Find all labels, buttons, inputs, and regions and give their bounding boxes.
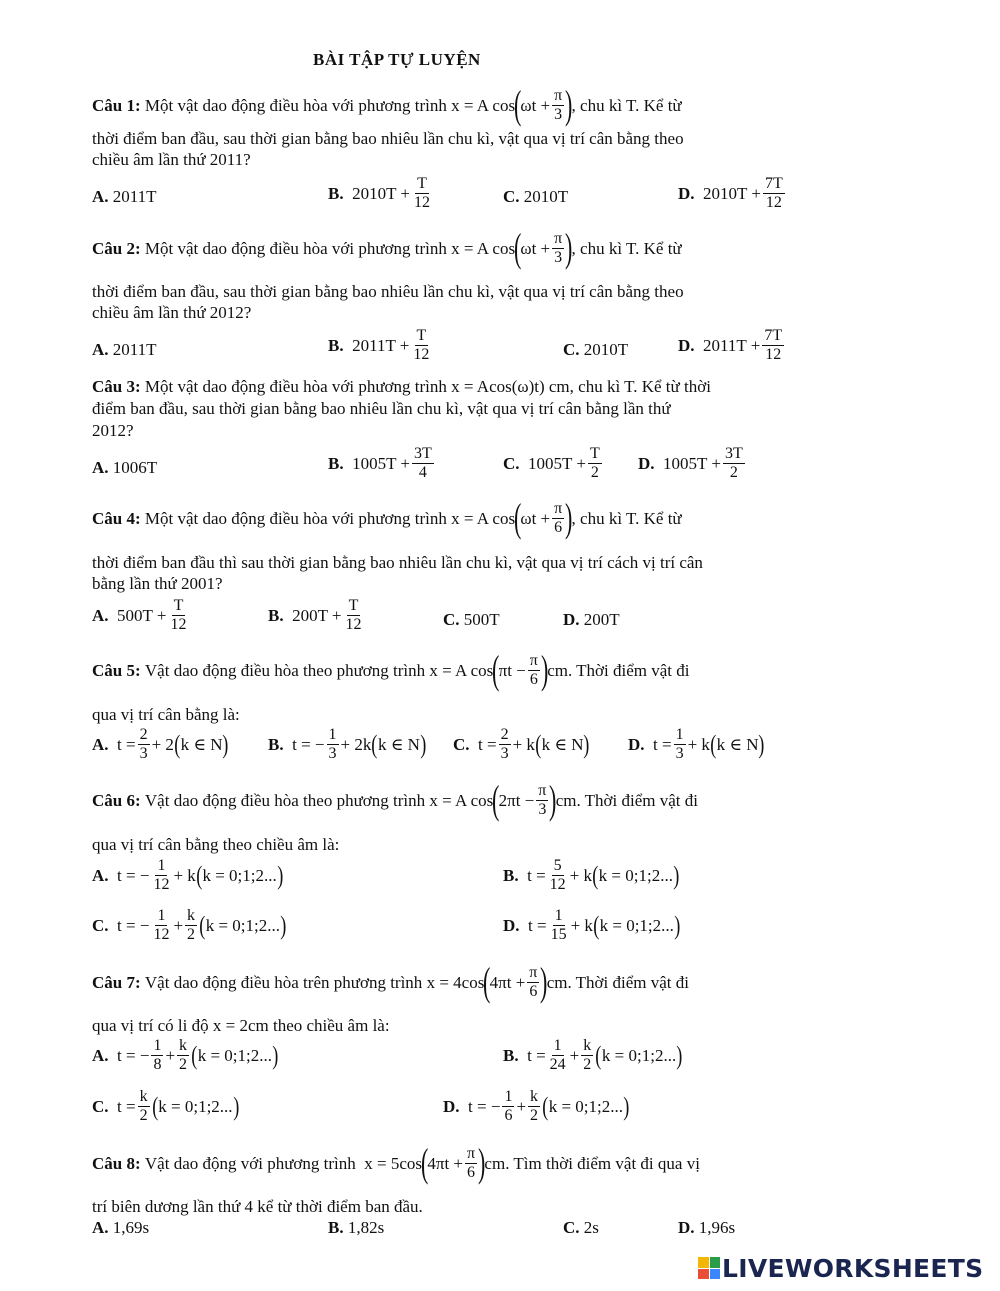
- question-8-option-c[interactable]: [563, 1217, 599, 1238]
- option-letter: A.: [92, 458, 109, 477]
- option-letter: D.: [563, 610, 580, 629]
- question-6-text-tail: . Thời điểm vật đi: [576, 790, 698, 810]
- question-6-line1: [92, 777, 698, 822]
- question-1-option-a[interactable]: A. 2011T: [92, 187, 157, 206]
- question-8-option-d[interactable]: [678, 1217, 735, 1238]
- question-6-option-c[interactable]: C. t = − $\frac{1}{12}$ + $\frac{k}{2}$ ( k = 0;1;2... ): [92, 907, 287, 943]
- question-7-line1: [92, 959, 690, 1004]
- question-1-equation: x = A cos ( ωt + $\frac{\pi}{3}$ ): [446, 82, 573, 127]
- question-8-line2: trí biên dương lần thứ 4 kể từ thời điểm ban đầu.: [92, 1197, 423, 1216]
- option-letter: C.: [92, 1097, 109, 1116]
- question-5-line1: [92, 647, 690, 692]
- question-2-option-d[interactable]: D. 2011T + $\frac{7T}{12}$: [678, 327, 783, 363]
- page-title: BÀI TẬP TỰ LUYỆN: [313, 50, 481, 69]
- question-5-option-a[interactable]: A. t = $\frac{2}{3}$ + 2 ( k ∈ N ): [92, 726, 229, 762]
- question-5-text: Vật dao động điều hòa theo phương trình: [144, 660, 426, 680]
- question-4-text: Một vật dao động điều hòa với phương trình: [144, 508, 447, 528]
- question-8-equation: x = 5cos ( 4πt + $\frac{\pi}{6}$ ) cm: [355, 1140, 506, 1185]
- question-8-label: Câu 8:: [92, 1153, 141, 1173]
- option-value: 2s: [583, 1218, 599, 1237]
- question-7-equation: x = 4cos ( 4πt + $\frac{\pi}{6}$ ) cm: [422, 959, 568, 1004]
- liveworksheets-logo[interactable]: [698, 1253, 983, 1283]
- option-letter: A.: [92, 187, 109, 206]
- option-value: 1,69s: [112, 1218, 150, 1237]
- question-7-option-a[interactable]: A. t = − $\frac{1}{8}$ + $\frac{k}{2}$ ( k = 0;1;2... ): [92, 1037, 279, 1073]
- question-6-text: Vật dao động điều hòa theo phương trình: [144, 790, 426, 810]
- question-1-line2: thời điểm ban đầu, sau thời gian bằng bao nhiêu lần chu kì, vật qua vị trí cân bằng theo: [92, 129, 684, 148]
- option-letter: B.: [328, 184, 344, 203]
- question-2-label: Câu 2:: [92, 238, 141, 258]
- question-2-option-b[interactable]: B. 2011T + $\frac{T}{12}$: [328, 327, 430, 363]
- question-5-label: Câu 5:: [92, 660, 141, 680]
- liveworksheets-mark-icon: [698, 1257, 720, 1279]
- option-letter: A.: [92, 735, 109, 754]
- option-letter: D.: [678, 1218, 695, 1237]
- question-3-option-c[interactable]: C. 1005T + $\frac{T}{2}$: [503, 445, 600, 481]
- question-8-text: Vật dao động với phương trình: [144, 1153, 356, 1173]
- question-7-option-b[interactable]: B. t = $\frac{1}{24}$ + $\frac{k}{2}$ ( k = 0;1;2... ): [503, 1037, 683, 1073]
- question-4-text-tail: , chu kì T. Kể từ: [571, 508, 682, 528]
- question-3-option-d[interactable]: D. 1005T + $\frac{3T}{2}$: [638, 445, 743, 481]
- question-1-option-c[interactable]: C. 2010T: [503, 187, 569, 206]
- question-7-option-d[interactable]: D. t = − $\frac{1}{6}$ + $\frac{k}{2}$ ( k = 0;1;2... ): [443, 1088, 630, 1124]
- question-4-option-c[interactable]: C. 500T: [443, 610, 500, 629]
- option-letter: D.: [503, 916, 520, 935]
- option-letter: C.: [503, 187, 520, 206]
- option-value: 1,82s: [347, 1218, 385, 1237]
- option-letter: C.: [563, 1218, 580, 1237]
- option-letter: D.: [678, 336, 695, 355]
- question-6-option-d[interactable]: D. t = $\frac{1}{15}$ + k ( k = 0;1;2... ): [503, 907, 681, 943]
- option-letter: A.: [92, 866, 109, 885]
- option-letter: B.: [268, 735, 284, 754]
- question-2-text-tail: , chu kì T. Kể từ: [571, 238, 682, 258]
- option-letter: B.: [268, 606, 284, 625]
- option-letter: C.: [503, 454, 520, 473]
- option-letter: D.: [628, 735, 645, 754]
- question-2-equation: x = A cos ( ωt + $\frac{\pi}{3}$ ): [446, 225, 573, 270]
- option-letter: A.: [92, 606, 109, 625]
- question-8-option-a[interactable]: [92, 1217, 149, 1238]
- question-4-option-a[interactable]: A. 500T + $\frac{T}{12}$: [92, 597, 187, 633]
- question-8-option-b[interactable]: [328, 1217, 384, 1238]
- question-2-line2: thời điểm ban đầu, sau thời gian bằng bao nhiêu lần chu kì, vật qua vị trí cân bằng theo: [92, 282, 684, 301]
- question-3-label: Câu 3:: [92, 377, 141, 396]
- question-3-option-b[interactable]: B. 1005T + $\frac{3T}{4}$: [328, 445, 432, 481]
- brand-name: LIVEWORKSHEETS: [722, 1253, 984, 1283]
- question-6-option-b[interactable]: B. t = $\frac{5}{12}$ + k ( k = 0;1;2... ): [503, 857, 680, 893]
- question-1-option-d[interactable]: D. 2010T + $\frac{7T}{12}$: [678, 175, 783, 211]
- question-4-line3: bằng lần thứ 2001?: [92, 574, 223, 593]
- question-4-option-d[interactable]: D. 200T: [563, 610, 620, 629]
- question-8-line1: [92, 1140, 700, 1185]
- option-letter: B.: [503, 1046, 519, 1065]
- option-letter: A.: [92, 340, 109, 359]
- question-4-line1: [92, 495, 682, 540]
- option-letter: B.: [328, 1218, 344, 1237]
- question-6-label: Câu 6:: [92, 790, 141, 810]
- option-letter: C.: [443, 610, 460, 629]
- question-4-label: Câu 4:: [92, 508, 141, 528]
- question-1-label: Câu 1:: [92, 95, 141, 115]
- option-letter: C.: [563, 340, 580, 359]
- question-8-text-tail: . Tìm thời điểm vật đi qua vị: [505, 1153, 700, 1173]
- question-3-line1: [92, 376, 711, 397]
- question-5-line2: qua vị trí cân bằng là:: [92, 705, 240, 724]
- option-letter: A.: [92, 1046, 109, 1065]
- question-4-equation: x = A cos ( ωt + $\frac{\pi}{6}$ ): [446, 495, 573, 540]
- question-2-option-a[interactable]: A. 2011T: [92, 340, 157, 359]
- question-3-option-a[interactable]: A. 1006T: [92, 458, 158, 477]
- question-1-option-b[interactable]: B. 2010T + $\frac{T}{12}$: [328, 175, 431, 211]
- question-5-equation: x = A cos ( πt − $\frac{\pi}{6}$ ) cm: [425, 647, 568, 692]
- question-6-equation: x = A cos ( 2πt − $\frac{\pi}{3}$ ) cm: [425, 777, 577, 822]
- question-7-text: Vật dao động điều hòa trên phương trình: [144, 972, 423, 992]
- question-4-option-b[interactable]: B. 200T + $\frac{T}{12}$: [268, 597, 362, 633]
- question-2-text: Một vật dao động điều hòa với phương trình: [144, 238, 447, 258]
- question-2-line3: chiều âm lần thứ 2012?: [92, 303, 252, 322]
- question-4-line2: thời điểm ban đầu thì sau thời gian bằng bao nhiêu lần chu kì, vật qua vị trí cách vị trí cân: [92, 553, 703, 572]
- question-3-text: Một vật dao động điều hòa với phương trình x = Acos(ω)t) cm, chu kì T. Kể từ thời: [144, 377, 711, 396]
- question-2-option-c[interactable]: C. 2010T: [563, 340, 629, 359]
- question-2-line1: [92, 225, 682, 270]
- question-7-text-tail: . Thời điểm vật đi: [567, 972, 690, 992]
- option-letter: D.: [443, 1097, 460, 1116]
- question-5-option-d[interactable]: D. t = $\frac{1}{3}$ + k ( k ∈ N ): [628, 726, 765, 762]
- question-7-label: Câu 7:: [92, 972, 141, 992]
- question-1-line1: [92, 82, 682, 127]
- question-7-option-c[interactable]: C. t = $\frac{k}{2}$ ( k = 0;1;2... ): [92, 1088, 239, 1124]
- question-5-option-b[interactable]: B. t = − $\frac{1}{3}$ + 2k ( k ∈ N ): [268, 726, 427, 762]
- option-letter: C.: [453, 735, 470, 754]
- option-value: 1,96s: [698, 1218, 736, 1237]
- question-1-text-tail: , chu kì T. Kể từ: [571, 95, 682, 115]
- question-3-line2: điểm ban đầu, sau thời gian bằng bao nhiêu lần chu kì, vật qua vị trí cân bằng lần thứ: [92, 399, 671, 418]
- option-letter: B.: [328, 336, 344, 355]
- option-letter: D.: [678, 184, 695, 203]
- option-letter: B.: [503, 866, 519, 885]
- option-letter: A.: [92, 1218, 109, 1237]
- question-5-text-tail: . Thời điểm vật đi: [567, 660, 690, 680]
- question-6-line2: qua vị trí cân bằng theo chiều âm là:: [92, 835, 340, 854]
- option-letter: D.: [638, 454, 655, 473]
- question-1-text: Một vật dao động điều hòa với phương trình: [144, 95, 447, 115]
- option-letter: B.: [328, 454, 344, 473]
- question-3-line3: 2012?: [92, 421, 134, 440]
- question-6-option-a[interactable]: A. t = − $\frac{1}{12}$ + k ( k = 0;1;2... ): [92, 857, 284, 893]
- question-7-line2: qua vị trí có li độ x = 2cm theo chiều âm là:: [92, 1016, 390, 1035]
- question-1-line3: chiều âm lần thứ 2011?: [92, 150, 251, 169]
- option-letter: C.: [92, 916, 109, 935]
- question-5-option-c[interactable]: C. t = $\frac{2}{3}$ + k ( k ∈ N ): [453, 726, 590, 762]
